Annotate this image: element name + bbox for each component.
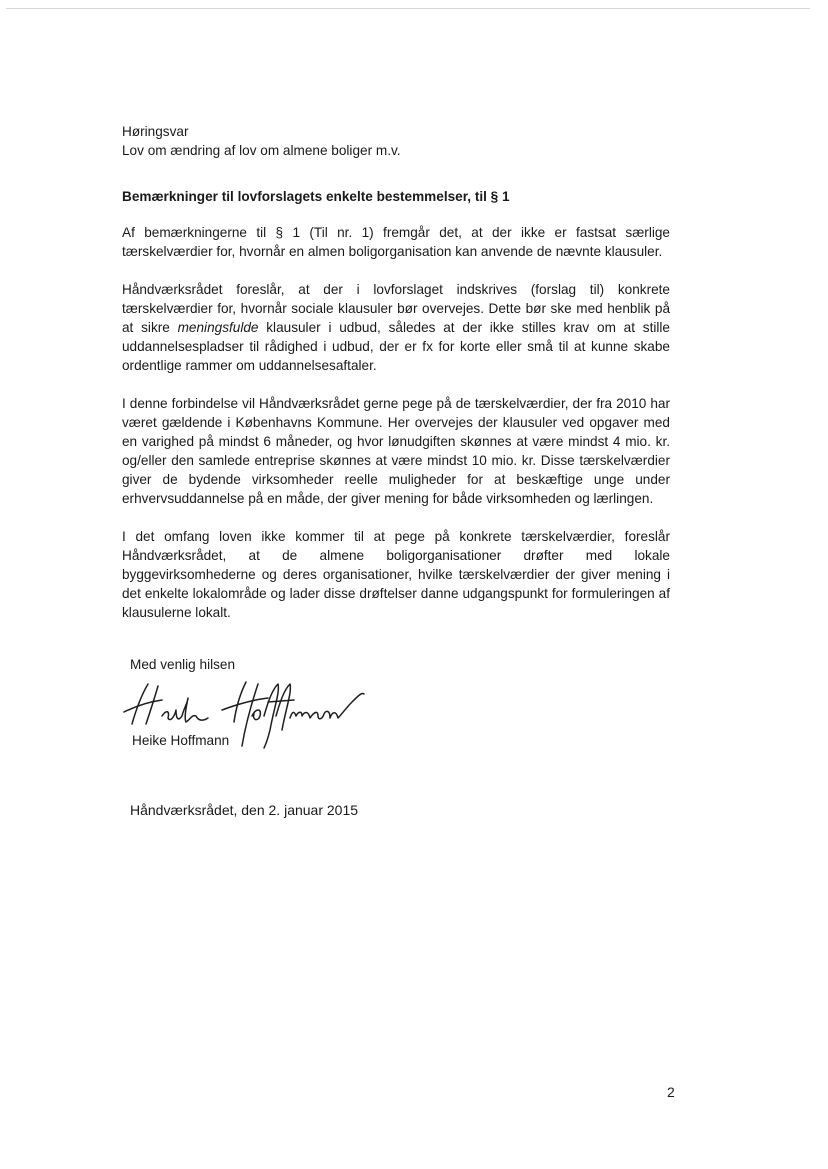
- paragraph-2-part-2: klausuler i udbud, således at der ikke stilles krav om at stille uddannelsespladser til rådighed i udbud, der er fx for korte eller små til at kunne skabe ordentlige rammer om uddannelsesaftaler.: [122, 320, 670, 373]
- paragraph-2: [122, 280, 670, 375]
- top-rule: [6, 8, 810, 9]
- paragraph-4: I det omfang loven ikke kommer til at pege på konkrete tærskelværdier, foreslår Håndværksrådet, at de almene boligorganisationer drøfter med lokale byggevirksomhederne og deres organisationer, hvilke tærskelværdier der giver mening i det enkelte lokalområde og lader disse drøftelser danne udgangspunkt for formuleringen af klausulerne lokalt.: [122, 529, 670, 620]
- paragraph-1: Af bemærkningerne til § 1 (Til nr. 1) fremgår det, at der ikke er fastsat særlige tærskelværdier for, hvornår en almen boligorganisation kan anvende de nævnte klausuler.: [122, 225, 670, 259]
- page-number: 2: [667, 1084, 675, 1100]
- section-heading: Bemærkninger til lovforslagets enkelte bestemmelser, til § 1: [122, 189, 510, 204]
- paragraph-3: I denne forbindelse vil Håndværksrådet gerne pege på de tærskelværdier, der fra 2010 har været gældende i Københavns Kommune. Her overvejes der klausuler ved opgaver med en varighed på mindst 6 måneder, og hvor lønudgiften skønnes at være mindst 4 mio. kr. og/eller den samlede entreprise skønnes at være mindst 10 mio. kr. Disse tærskelværdier giver de bydende virksomheder reelle muligheder for at beskæftige unge under erhvervsuddannelse på en måde, der giver mening for både virksomheden og lærlingen.: [122, 396, 670, 506]
- date-line: Håndværksrådet, den 2. januar 2015: [130, 802, 359, 818]
- paragraph-2-emphasis: meningsfulde: [177, 320, 259, 335]
- signer-name: Heike Hoffmann: [132, 733, 230, 748]
- letter-body: [122, 122, 670, 622]
- document-label: Høringsvar: [122, 124, 189, 139]
- paragraph-2-part-1: Håndværksrådet foreslår, at der i lovforslaget indskrives (forslag til) konkrete tærskelværdier for, hvornår sociale klausuler bør overvejes. Dette bør ske med henblik på at sikre: [122, 282, 670, 335]
- closing-salutation: Med venlig hilsen: [130, 657, 236, 672]
- document-subject: Lov om ændring af lov om almene boliger m.v.: [122, 143, 401, 158]
